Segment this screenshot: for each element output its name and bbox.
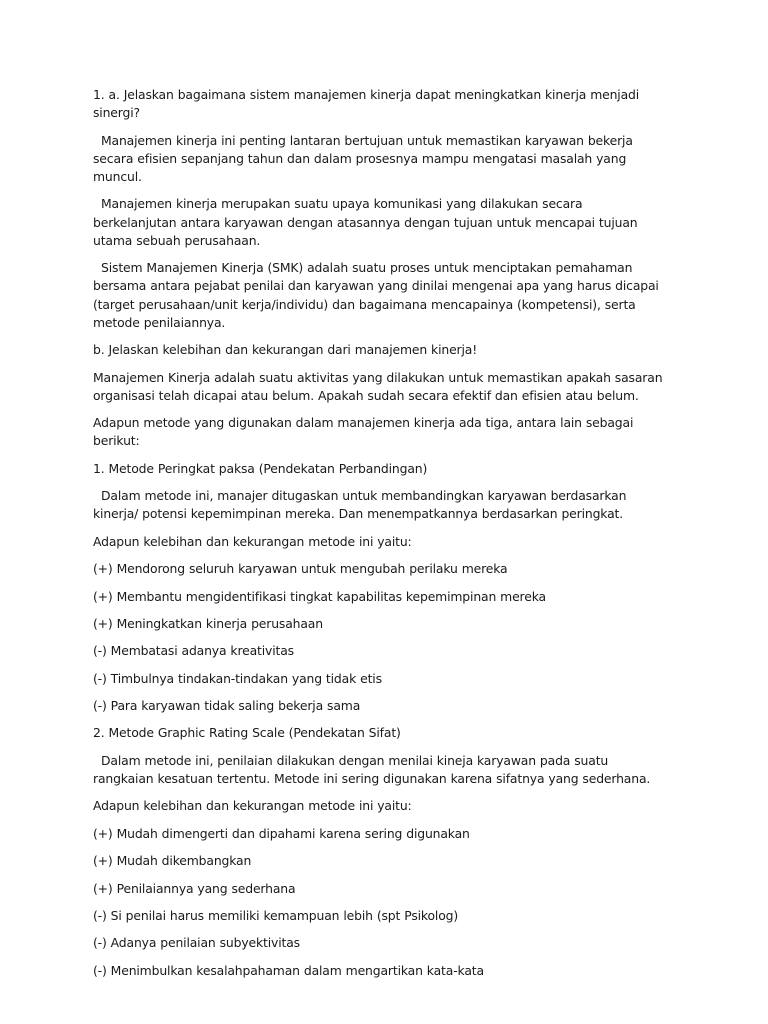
answer-paragraph: Manajemen kinerja merupakan suatu upaya komunikasi yang dilakukan secara berkelanjutan antara karyawan dengan atasannya dengan tujuan untuk mencapai tujuan utama sebuah perusahaan. [93, 196, 638, 248]
list-item: (-) Membatasi adanya kreativitas [93, 643, 294, 659]
answer-paragraph: Sistem Manajemen Kinerja (SMK) adalah suatu proses untuk menciptakan pemahaman bersama antara pejabat penilai dan karyawan yang dinilai mengenai apa yang harus dicapai (target perusahaan/unit kerja/individu) dan bagaimana mencapainya (kompetensi), serta metode penilaiannya. [93, 260, 659, 330]
list-item: (-) Si penilai harus memiliki kemampuan lebih (spt Psikolog) [93, 908, 459, 924]
method-heading: 1. Metode Peringkat paksa (Pendekatan Perbandingan) [93, 460, 428, 476]
list-item: (-) Timbulnya tindakan-tindakan yang tidak etis [93, 670, 382, 686]
pros-cons-intro: Adapun kelebihan dan kekurangan metode ini yaitu: [93, 798, 412, 814]
list-item: (+) Membantu mengidentifikasi tingkat kapabilitas kepemimpinan mereka [93, 588, 546, 604]
answer-paragraph: Manajemen kinerja ini penting lantaran bertujuan untuk memastikan karyawan bekerja secara efisien sepanjang tahun dan dalam prosesnya mampu mengatasi masalah yang muncul. [93, 132, 633, 184]
method-description: Dalam metode ini, penilaian dilakukan dengan menilai kineja karyawan pada suatu rangkaian kesatuan tertentu. Metode ini sering digunakan karena sifatnya yang sederhana. [93, 752, 651, 787]
list-item: (+) Penilaiannya yang sederhana [93, 880, 296, 896]
question-1a: 1. a. Jelaskan bagaimana sistem manajemen kinerja dapat meningkatkan kinerja menjadi sinergi? [93, 87, 640, 121]
answer-paragraph: Adapun metode yang digunakan dalam manajemen kinerja ada tiga, antara lain sebagai berikut: [93, 415, 634, 449]
pros-cons-intro: Adapun kelebihan dan kekurangan metode ini yaitu: [93, 533, 412, 549]
list-item: (-) Menimbulkan kesalahpahaman dalam mengartikan kata-kata [93, 962, 484, 978]
method-heading: 2. Metode Graphic Rating Scale (Pendekatan Sifat) [93, 725, 401, 741]
document-body [93, 86, 668, 989]
answer-paragraph: Manajemen Kinerja adalah suatu aktivitas yang dilakukan untuk memastikan apakah sasaran organisasi telah dicapai atau belum. Apakah sudah secara efektif dan efisien atau belum. [93, 369, 663, 403]
list-item: (+) Mendorong seluruh karyawan untuk mengubah perilaku mereka [93, 561, 508, 577]
question-1b: b. Jelaskan kelebihan dan kekurangan dari manajemen kinerja! [93, 342, 478, 358]
method-description: Dalam metode ini, manajer ditugaskan untuk membandingkan karyawan berdasarkan kinerja/ potensi kepemimpinan mereka. Dan menempatkannya berdasarkan peringkat. [93, 488, 627, 522]
list-item: (+) Mudah dimengerti dan dipahami karena sering digunakan [93, 825, 470, 841]
list-item: (-) Para karyawan tidak saling bekerja sama [93, 698, 361, 714]
list-item: (-) Adanya penilaian subyektivitas [93, 935, 300, 951]
list-item: (+) Meningkatkan kinerja perusahaan [93, 615, 323, 631]
list-item: (+) Mudah dikembangkan [93, 853, 252, 869]
